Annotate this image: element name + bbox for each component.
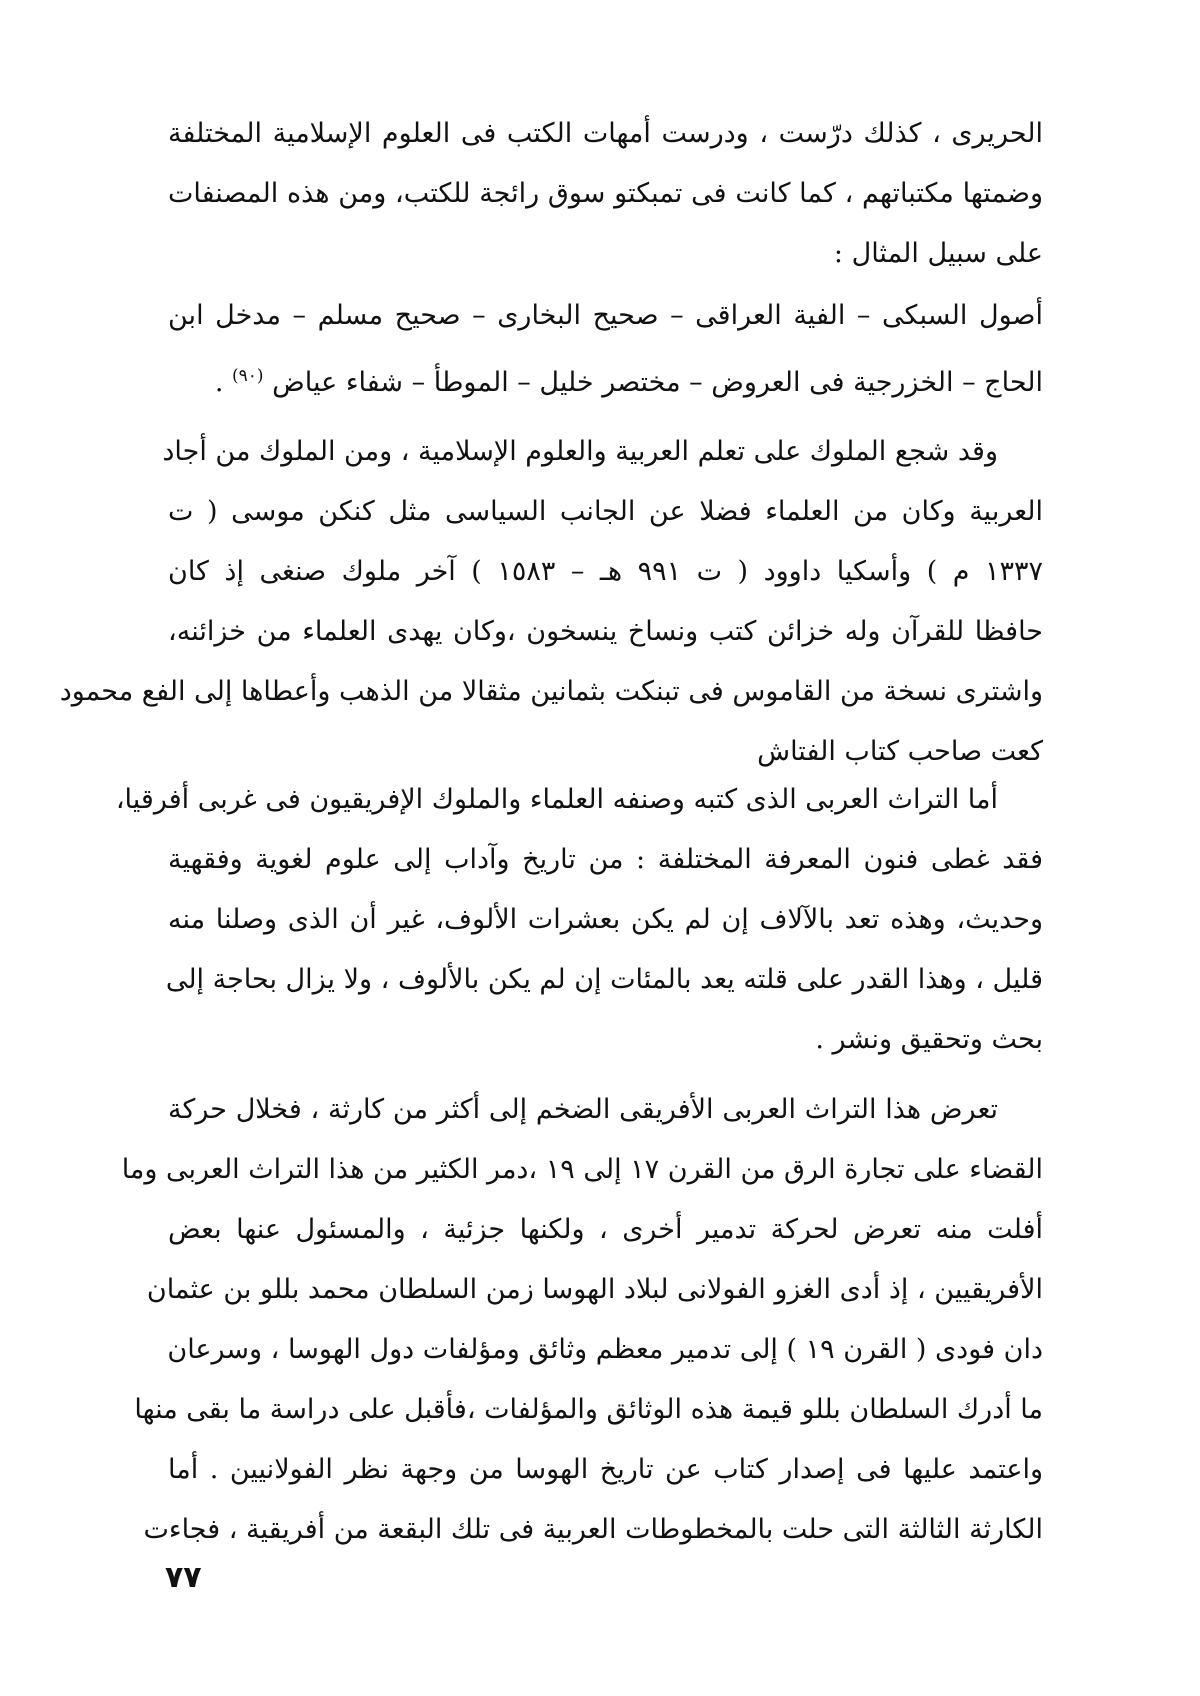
text-line: العربية وكان من العلماء فضلا عن الجانب السياسى مثل كنكن موسى ( ت	[168, 496, 1043, 527]
sentence-end: .	[214, 367, 232, 398]
text-line: بحث وتحقيق ونشر .	[815, 1024, 1043, 1055]
text-line: واشترى نسخة من القاموس فى تبنكت بثمانين مثقالا من الذهب وأعطاها إلى الفع محمود	[59, 676, 1043, 707]
text-line: أصول السبكى – الفية العراقى – صحيح البخارى – صحيح مسلم – مدخل ابن	[168, 300, 1043, 331]
text-line: القضاء على تجارة الرق من القرن ١٧ إلى ١٩ ،دمر الكثير من هذا التراث العربى وما	[121, 1154, 1043, 1185]
text-line: الكارثة الثالثة التى حلت بالمخطوطات العربية فى تلك البقعة من أفريقية ، فجاءت	[143, 1514, 1043, 1545]
text-line: وحديث، وهذه تعد بالآلاف إن لم يكن بعشرات الألوف، غير أن الذى وصلنا منه	[168, 904, 1043, 935]
page-number: ٧٧	[165, 1560, 202, 1595]
text-line: الأفريقيين ، إذ أدى الغزو الفولانى لبلاد الهوسا زمن السلطان محمد بللو بن عثمان	[146, 1274, 1043, 1305]
text-line: أما التراث العربى الذى كتبه وصنفه العلماء والملوك الإفريقيون فى غربى أفرقيا،	[115, 784, 998, 815]
text-line: دان فودى ( القرن ١٩ ) إلى تدمير معظم وثائق ومؤلفات دول الهوسا ، وسرعان	[167, 1334, 1043, 1365]
text-line-with-footnote	[168, 346, 1043, 413]
paragraph-disasters	[121, 1080, 1043, 1560]
text-line: وقد شجع الملوك على تعلم العربية والعلوم الإسلامية ، ومن الملوك من أجاد	[162, 436, 998, 467]
text-line: وضمتها مكتباتهم ، كما كانت فى تمبكتو سوق رائجة للكتب، ومن هذه المصنفات	[168, 178, 1043, 209]
paragraph-book-list	[168, 286, 1043, 413]
paragraph-heritage	[115, 770, 1043, 1070]
text-line: حافظا للقرآن وله خزائن كتب ونساخ ينسخون ،وكان يهدى العلماء من خزائنه،	[168, 616, 1043, 647]
text-line: على سبيل المثال :	[833, 238, 1043, 269]
text-line: الحريرى ، كذلك درّست ، ودرست أمهات الكتب فى العلوم الإسلامية المختلفة	[168, 118, 1043, 149]
text-line: قليل ، وهذا القدر على قلته يعد بالمئات إن لم يكن بالألوف ، ولا يزال بحاجة إلى	[165, 964, 1043, 995]
text-line: ما أدرك السلطان بللو قيمة هذه الوثائق والمؤلفات ،فأقبل على دراسة ما بقى منها	[134, 1394, 1043, 1425]
text-line: واعتمد عليها فى إصدار كتاب عن تاريخ الهوسا من وجهة نظر الفولانيين . أما	[168, 1454, 1043, 1485]
text-line: تعرض هذا التراث العربى الأفريقى الضخم إلى أكثر من كارثة ، فخلال حركة	[168, 1094, 998, 1125]
text-line: الحاج – الخزرجية فى العروض – مختصر خليل – الموطأ – شفاء عياض	[272, 367, 1043, 398]
text-line: ١٣٣٧ م ) وأسكيا داوود ( ت ٩٩١ هـ – ١٥٨٣ ) آخر ملوك صنغى إذ كان	[168, 556, 1043, 587]
text-line: أفلت منه تعرض لحركة تدمير أخرى ، ولكنها جزئية ، والمسئول عنها بعض	[168, 1214, 1043, 1245]
paragraph-intro	[168, 104, 1043, 284]
paragraph-kings	[59, 422, 1043, 782]
footnote-reference: (٩٠)	[232, 366, 264, 386]
text-line: كعت صاحب كتاب الفتاش	[757, 736, 1043, 767]
text-line: فقد غطى فنون المعرفة المختلفة : من تاريخ وآداب إلى علوم لغوية وفقهية	[168, 844, 1043, 875]
